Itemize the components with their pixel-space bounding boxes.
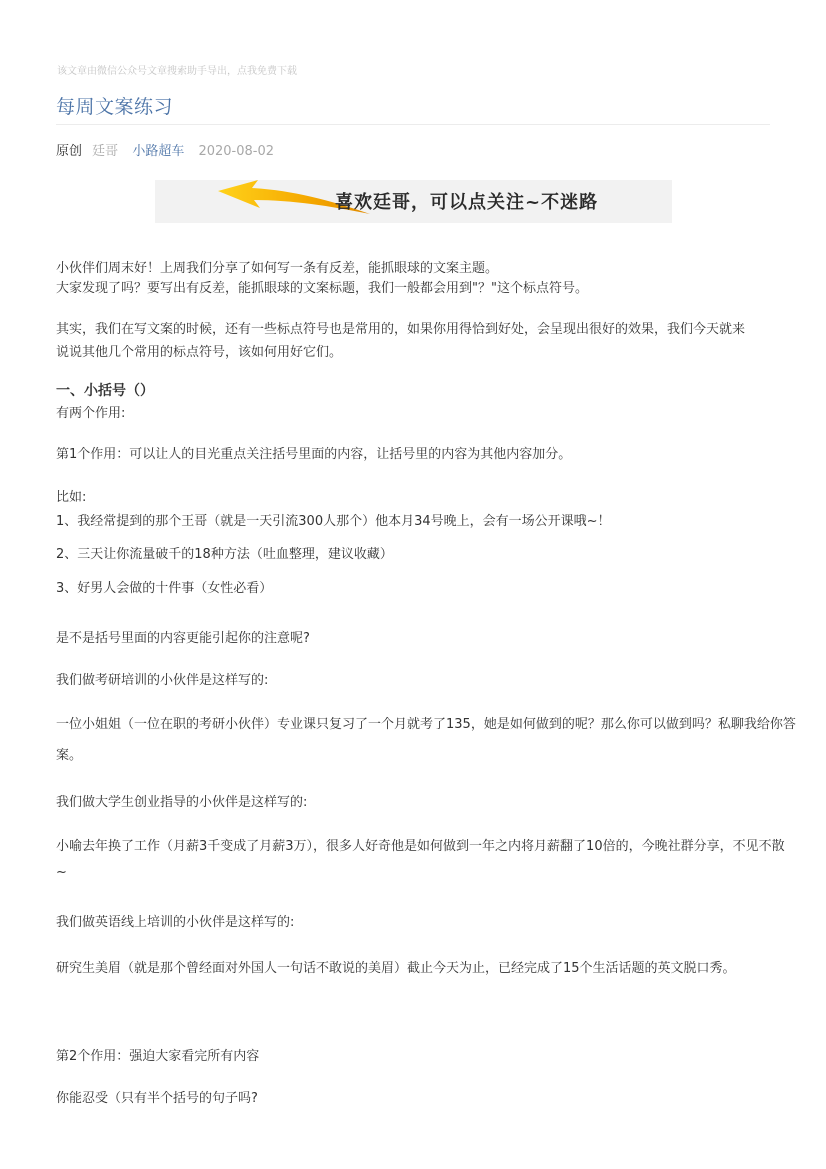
paragraph: ~	[56, 865, 67, 880]
paragraph: 比如:	[56, 490, 87, 505]
paragraph: 我们做考研培训的小伙伴是这样写的:	[56, 673, 269, 688]
list-item: 2、三天让你流量破千的18种方法（吐血整理，建议收藏）	[56, 547, 393, 562]
article-meta	[56, 140, 274, 159]
list-item: 1、我经常提到的那个王哥（就是一天引流300人那个）他本月34号晚上，会有一场公开课哦~！	[56, 514, 611, 529]
paragraph: 我们做大学生创业指导的小伙伴是这样写的:	[56, 795, 308, 810]
paragraph: 一位小姐姐（一位在职的考研小伙伴）专业课只复习了一个月就考了135，她是如何做到的呢？那么你可以做到吗？私聊我给你答	[56, 717, 796, 732]
paragraph: 我们做英语线上培训的小伙伴是这样写的:	[56, 915, 295, 930]
paragraph: 小伙伴们周末好！上周我们分享了如何写一条有反差，能抓眼球的文案主题。	[56, 261, 499, 276]
paragraph: 第2个作用：强迫大家看完所有内容	[56, 1049, 260, 1064]
publish-date: 2020-08-02	[198, 144, 275, 159]
banner-text: 喜欢廷哥，可以点关注~不迷路	[335, 192, 599, 213]
author-name: 廷哥	[92, 144, 119, 159]
list-item: 3、好男人会做的十件事（女性必看）	[56, 581, 273, 596]
paragraph: 你能忍受（只有半个括号的句子吗?	[56, 1091, 258, 1106]
paragraph: 说说其他几个常用的标点符号，该如何用好它们。	[56, 345, 343, 360]
paragraph: 有两个作用:	[56, 406, 126, 421]
article-title: 每周文案练习	[56, 96, 174, 118]
account-link[interactable]: 小路超车	[132, 144, 185, 159]
follow-banner-image	[155, 180, 672, 223]
paragraph: 是不是括号里面的内容更能引起你的注意呢?	[56, 631, 310, 646]
paragraph: 案。	[56, 748, 83, 763]
export-notice-link[interactable]: 该文章由微信公众号文章搜索助手导出，点我免费下载	[57, 66, 297, 77]
original-label: 原创	[56, 144, 83, 159]
paragraph: 小喻去年换了工作（月薪3千变成了月薪3万），很多人好奇他是如何做到一年之内将月薪翻了10倍的，今晚社群分享，不见不散	[56, 839, 785, 854]
paragraph: 其实，我们在写文案的时候，还有一些标点符号也是常用的，如果你用得恰到好处，会呈现出很好的效果，我们今天就来	[56, 322, 746, 337]
paragraph: 研究生美眉（就是那个曾经面对外国人一句话不敢说的美眉）截止今天为止，已经完成了15个生活话题的英文脱口秀。	[56, 961, 736, 976]
title-divider	[56, 124, 770, 125]
paragraph: 大家发现了吗？要写出有反差，能抓眼球的文案标题，我们一般都会用到"？"这个标点符号。	[56, 281, 588, 296]
section-heading: 一、小括号（）	[56, 383, 154, 399]
paragraph: 第1个作用：可以让人的目光重点关注括号里面的内容，让括号里的内容为其他内容加分。	[56, 447, 572, 462]
